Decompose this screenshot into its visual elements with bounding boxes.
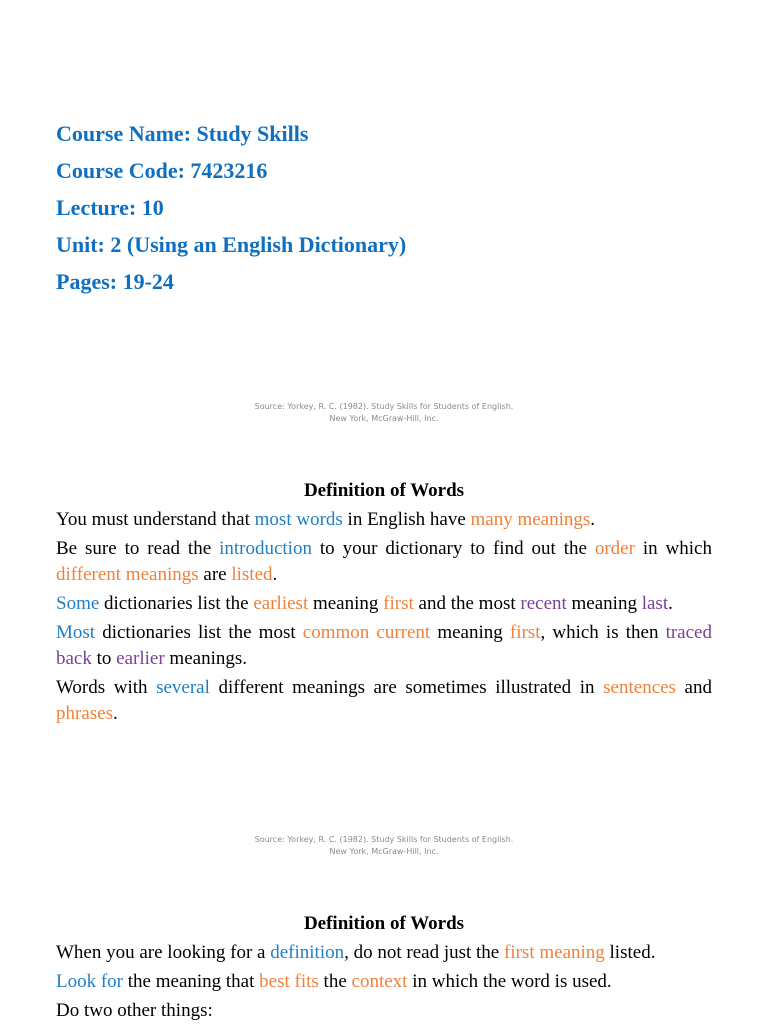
slide-1 — [56, 478, 712, 730]
text-run: in which — [634, 538, 712, 559]
text-run: and — [675, 677, 712, 698]
text-run: You must understand that — [56, 509, 255, 530]
highlighted-term: introduction — [219, 538, 312, 559]
paragraph — [56, 940, 712, 966]
text-run: meanings. — [164, 648, 247, 669]
text-run: . — [668, 593, 673, 614]
highlighted-term: phrases — [56, 703, 113, 724]
highlighted-term: first — [383, 593, 414, 614]
text-run: When you are looking for a — [56, 942, 271, 963]
text-run: meaning — [308, 593, 384, 614]
text-run: dictionaries list the — [99, 593, 254, 614]
course-name: Course Name: Study Skills — [56, 121, 309, 146]
text-run: in which the word is used. — [407, 971, 612, 992]
highlighted-term: Look for — [56, 971, 124, 992]
text-run: Words with — [56, 677, 157, 698]
unit-title: Unit: 2 (Using an English Dictionary) — [56, 232, 407, 257]
text-run: Be sure to read the — [56, 538, 220, 559]
highlighted-term: earlier — [116, 648, 165, 669]
source-publisher-line: New York, McGraw-Hill, Inc. — [329, 847, 439, 856]
text-run: . — [112, 703, 118, 724]
text-run: in English have — [342, 509, 471, 530]
highlighted-term: common current — [302, 622, 431, 643]
paragraph — [56, 536, 712, 588]
highlighted-term: earliest — [253, 593, 309, 614]
text-run: , which is then — [540, 622, 666, 643]
text-run: and the most — [413, 593, 521, 614]
highlighted-term: listed — [231, 564, 273, 585]
highlighted-term: definition — [270, 942, 345, 963]
source-citation — [0, 401, 768, 425]
paragraph — [56, 507, 712, 533]
course-code: Course Code: 7423216 — [56, 158, 268, 183]
text-run: to your dictionary to find out the — [311, 538, 595, 559]
highlighted-term: first meaning — [504, 942, 605, 963]
highlighted-term: Some — [56, 593, 100, 614]
slide-2 — [56, 911, 712, 1027]
paragraph — [56, 675, 712, 727]
text-run: . — [590, 509, 596, 530]
highlighted-term: first — [509, 622, 541, 643]
paragraph — [56, 998, 712, 1024]
highlighted-term: context — [351, 971, 408, 992]
text-run: . — [272, 564, 278, 585]
highlighted-term: last — [641, 593, 669, 614]
text-run: are — [198, 564, 232, 585]
source-citation — [0, 834, 768, 858]
highlighted-term: most words — [254, 509, 343, 530]
highlighted-term: traced back — [56, 622, 712, 669]
page-range: Pages: 19-24 — [56, 269, 174, 294]
course-info-header — [56, 118, 406, 303]
text-run: the meaning that — [123, 971, 260, 992]
text-run: dictionaries list the most — [95, 622, 303, 643]
text-run: meaning — [566, 593, 642, 614]
text-run: , do not read just the — [344, 942, 504, 963]
text-run: Do two other things: — [56, 1000, 213, 1021]
text-run: meaning — [430, 622, 510, 643]
source-citation-line: Source: Yorkey, R. C. (1982). Study Skills for Students of English. — [254, 402, 514, 411]
highlighted-term: recent — [520, 593, 567, 614]
highlighted-term: different meanings — [56, 564, 199, 585]
lecture-number: Lecture: 10 — [56, 195, 164, 220]
highlighted-term: sentences — [603, 677, 676, 698]
highlighted-term: many meanings — [470, 509, 591, 530]
paragraph — [56, 620, 712, 672]
highlighted-term: several — [156, 677, 210, 698]
slide-title: Definition of Words — [303, 913, 465, 934]
paragraph — [56, 591, 712, 617]
paragraph — [56, 969, 712, 995]
highlighted-term: order — [594, 538, 635, 559]
source-publisher-line: New York, McGraw-Hill, Inc. — [329, 414, 439, 423]
text-run: different meanings are sometimes illustrated in — [209, 677, 604, 698]
slide-title: Definition of Words — [303, 480, 465, 501]
highlighted-term: Most — [56, 622, 96, 643]
text-run: listed. — [604, 942, 656, 963]
text-run: to — [91, 648, 117, 669]
highlighted-term: best fits — [259, 971, 319, 992]
text-run: the — [318, 971, 352, 992]
source-citation-line: Source: Yorkey, R. C. (1982). Study Skills for Students of English. — [254, 835, 514, 844]
